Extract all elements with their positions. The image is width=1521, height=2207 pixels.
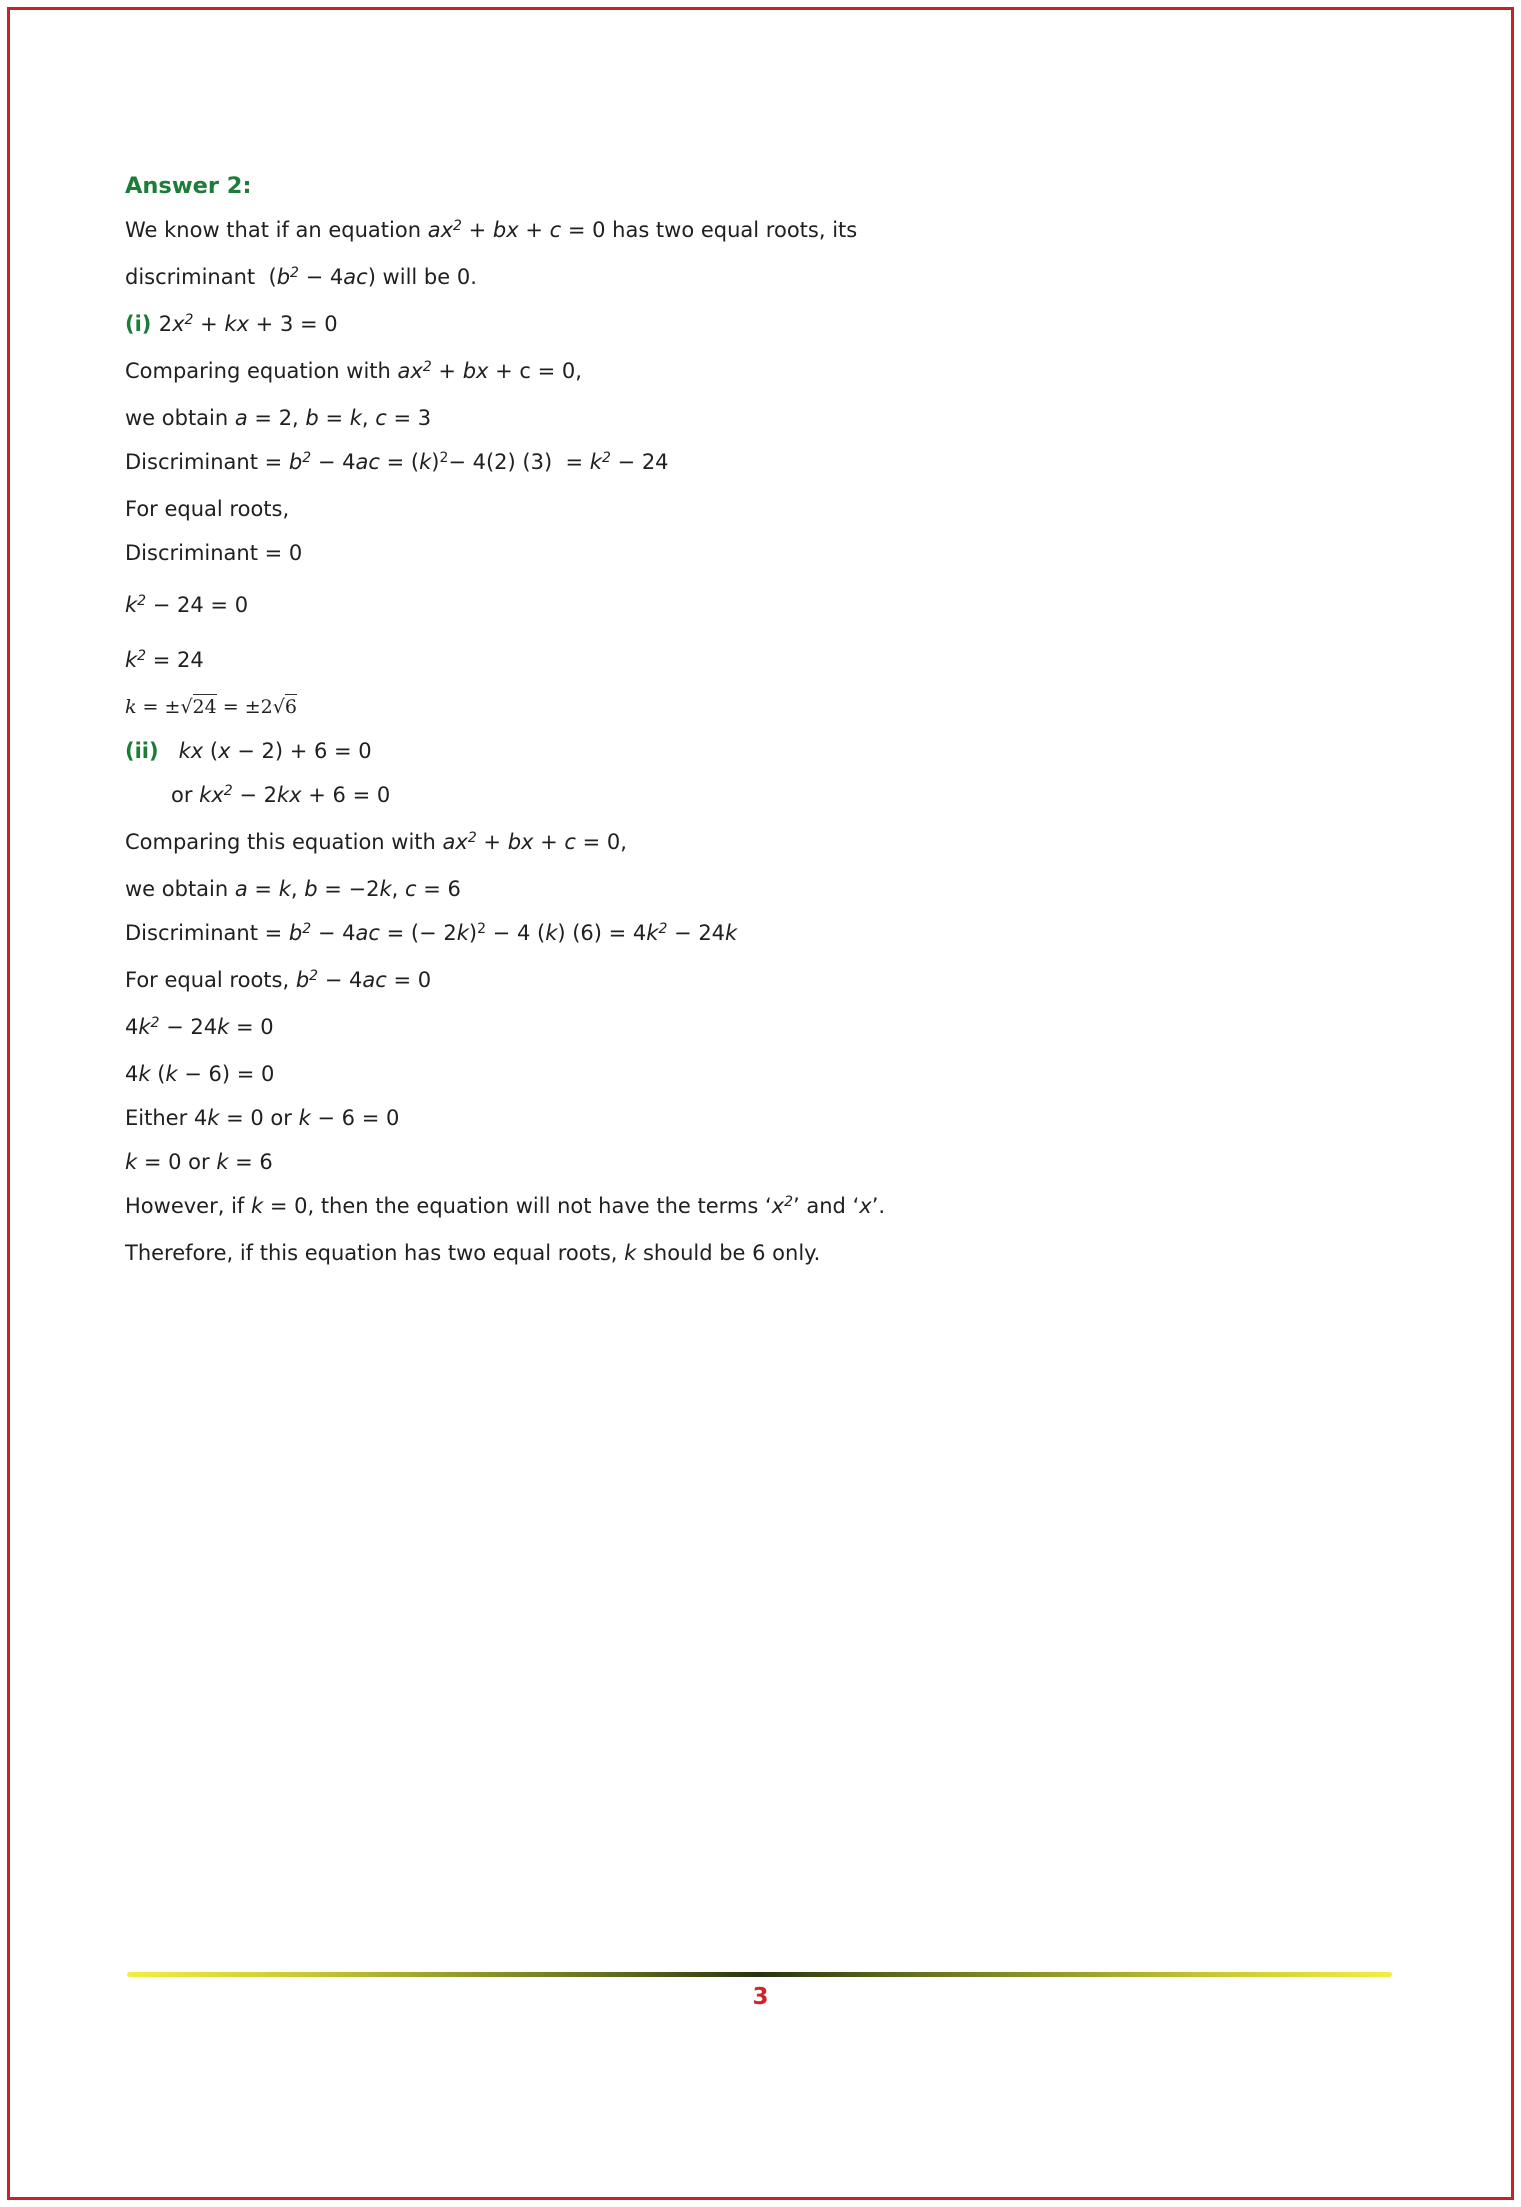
text-segment: k [125, 593, 138, 617]
text-segment: = 0 or [219, 1106, 299, 1130]
text-segment: k [419, 450, 432, 474]
text-segment: 2 [422, 359, 432, 375]
equation-line [125, 638, 997, 685]
text-segment: = 2, [247, 406, 306, 430]
text-segment: + [193, 312, 225, 336]
text-segment: k [125, 696, 137, 718]
equation-line [125, 1052, 997, 1096]
text-segment: − 6 = 0 [310, 1106, 400, 1130]
text-segment: − 2 [232, 783, 277, 807]
text-segment: = 0, then the equation will not have the terms ‘ [263, 1194, 772, 1218]
text-segment: ac [355, 450, 380, 474]
text-segment: 2 [223, 783, 233, 799]
text-segment: k [589, 450, 602, 474]
text-segment: ax [397, 359, 423, 383]
text-segment: − 24 [610, 450, 669, 474]
text-segment: k [216, 1150, 229, 1174]
text-segment: 2 [467, 830, 477, 846]
text-segment: = 6 [416, 877, 461, 901]
text-segment [159, 739, 179, 763]
solution-lines [125, 208, 997, 1275]
text-segment: − 4(2) (3) = [448, 450, 590, 474]
equation-line [125, 773, 997, 820]
text-segment: = 0, [575, 830, 627, 854]
text-segment: For equal roots, [125, 497, 290, 521]
text-segment: k [298, 1106, 311, 1130]
text-segment: or [171, 783, 200, 807]
text-segment: , [391, 877, 406, 901]
text-line [125, 958, 997, 1005]
text-segment: 2 [290, 265, 299, 281]
text-segment: b [304, 877, 318, 901]
text-segment: k [456, 921, 469, 945]
text-segment: 2 [158, 312, 173, 336]
part-ii-equation [125, 729, 997, 773]
text-segment: b [288, 921, 303, 945]
text-segment: + 3 = 0 [249, 312, 338, 336]
text-segment: = 0 or [137, 1150, 217, 1174]
text-segment: k [646, 921, 659, 945]
text-segment: c [564, 830, 576, 854]
text-segment: 2 [184, 312, 194, 328]
conclusion-paragraph [125, 1184, 997, 1231]
discriminant-line [125, 911, 997, 958]
text-segment: , [361, 406, 376, 430]
text-segment: a [234, 877, 248, 901]
text-segment: = 0 has two equal roots, its [561, 218, 864, 242]
text-segment: 2 [302, 450, 312, 466]
text-segment: 2 [601, 450, 611, 466]
text-segment: ) (6) = 4 [557, 921, 647, 945]
text-segment: we obtain [125, 877, 235, 901]
text-segment: k [138, 1015, 151, 1039]
text-segment: ac [362, 968, 387, 992]
text-segment: = [247, 877, 279, 901]
text-segment: k [250, 1194, 264, 1218]
text-segment: ( [150, 1062, 166, 1086]
text-segment: Therefore, if this equation has two equal roots, [125, 1241, 625, 1265]
text-segment: 2 [309, 968, 319, 984]
intro-paragraph [125, 208, 997, 302]
text-segment: − 4 [318, 968, 363, 992]
text-segment: Discriminant = 0 [125, 541, 303, 565]
text-segment: ’ and ‘ [793, 1194, 860, 1218]
text-segment: + [461, 218, 493, 242]
text-segment: bx [462, 359, 489, 383]
text-segment: b [276, 265, 291, 289]
text-segment: + [431, 359, 463, 383]
text-segment: b [305, 406, 319, 430]
text-segment: c [375, 406, 387, 430]
text-segment: ax [442, 830, 468, 854]
footer-divider-line [127, 1972, 1392, 1977]
text-segment: x [172, 312, 185, 336]
text-line [125, 1140, 997, 1184]
text-segment: 2 [477, 921, 486, 937]
text-segment: bx [507, 830, 534, 854]
text-line [125, 487, 997, 531]
text-segment: k [207, 1106, 220, 1130]
text-segment: 2 [658, 921, 668, 937]
text-segment: − 4 [298, 265, 344, 289]
text-segment: = ± [136, 696, 181, 718]
text-segment: = 24 [146, 648, 204, 672]
text-segment: k [165, 1062, 178, 1086]
discriminant-line [125, 440, 997, 487]
text-segment: should be 6 only. [636, 1241, 821, 1265]
text-segment: √ [272, 696, 285, 718]
text-segment: kx [224, 312, 249, 336]
text-segment: we obtain [125, 406, 235, 430]
text-segment: However, if [125, 1194, 251, 1218]
text-segment: x [859, 1194, 872, 1218]
page-number: 3 [752, 1984, 769, 2010]
text-segment: = ±2 [216, 696, 273, 718]
text-segment: discriminant ( [125, 265, 277, 289]
text-segment: − 4 ( [486, 921, 546, 945]
math-result-line [125, 685, 997, 729]
text-segment: b [288, 450, 303, 474]
text-segment: k [138, 1062, 151, 1086]
text-segment: x [771, 1194, 785, 1218]
text-line [125, 531, 997, 575]
answer-heading: Answer 2: [125, 173, 252, 199]
obtain-line [125, 396, 997, 440]
text-segment: ( [203, 739, 219, 763]
text-segment: k [379, 877, 392, 901]
conclusion-paragraph [125, 1231, 997, 1275]
text-segment: 4 [125, 1015, 139, 1039]
text-segment: + [518, 218, 550, 242]
text-segment: ax [427, 218, 454, 242]
text-segment: = 6 [228, 1150, 273, 1174]
text-segment: = −2 [317, 877, 380, 901]
text-segment: Comparing equation with [125, 359, 398, 383]
text-segment: + c = 0, [488, 359, 582, 383]
text-segment: ac [343, 265, 368, 289]
text-segment: − 4 [311, 450, 356, 474]
text-segment: − 24 = 0 [146, 593, 249, 617]
text-segment: k [278, 877, 291, 901]
text-segment: − 2) + 6 = 0 [230, 739, 372, 763]
text-segment: k [545, 921, 558, 945]
text-segment: a [234, 406, 248, 430]
text-segment: Discriminant = [125, 921, 289, 945]
text-segment: Either 4 [125, 1106, 208, 1130]
text-segment: 2 [137, 593, 147, 609]
text-segment: ) [468, 921, 478, 945]
text-segment: = [318, 406, 350, 430]
equation-line [125, 583, 997, 630]
text-segment: = (− 2 [379, 921, 457, 945]
text-segment: 6 [284, 696, 297, 718]
text-segment: Discriminant = [125, 450, 289, 474]
part-i-equation [125, 302, 997, 349]
text-segment: − 6) = 0 [177, 1062, 275, 1086]
text-segment: − 24 [159, 1015, 218, 1039]
text-segment: + [533, 830, 565, 854]
text-segment: 2 [453, 218, 462, 234]
text-segment: k [725, 921, 738, 945]
text-segment: We know that if an equation [125, 218, 428, 242]
text-segment: (ii) [125, 739, 159, 763]
text-segment: kx [199, 783, 224, 807]
text-segment: b [295, 968, 310, 992]
text-segment: 2 [137, 648, 147, 664]
text-segment: For equal roots, [125, 968, 296, 992]
comparing-line [125, 820, 997, 867]
text-segment: k [217, 1015, 230, 1039]
text-segment: bx [492, 218, 519, 242]
text-segment: + 6 = 0 [301, 783, 391, 807]
text-segment: ’. [871, 1194, 886, 1218]
text-segment: c [405, 877, 417, 901]
text-segment: k [125, 648, 138, 672]
text-segment: Comparing this equation with [125, 830, 443, 854]
equation-line [125, 1005, 997, 1052]
text-line [125, 1096, 997, 1140]
text-segment: c [549, 218, 562, 242]
text-segment: kx [277, 783, 302, 807]
text-segment: k [125, 1150, 138, 1174]
text-segment: 4 [125, 1062, 139, 1086]
text-segment: = 0 [229, 1015, 274, 1039]
text-segment: ) will be 0. [367, 265, 477, 289]
text-segment: ac [355, 921, 380, 945]
text-segment: ) [431, 450, 440, 474]
text-segment: , [290, 877, 305, 901]
text-segment: = 3 [386, 406, 432, 430]
answer-content [125, 164, 997, 1275]
text-segment: 2 [439, 450, 449, 466]
text-segment: = 0 [386, 968, 432, 992]
obtain-line [125, 867, 997, 911]
comparing-line [125, 349, 997, 396]
text-segment: kx [178, 739, 204, 763]
text-segment: k [349, 406, 362, 430]
text-segment: + [476, 830, 508, 854]
text-segment: x [218, 739, 231, 763]
text-segment: − 4 [311, 921, 356, 945]
text-segment: 2 [784, 1194, 794, 1210]
text-segment: k [624, 1241, 637, 1265]
text-segment: √ [180, 696, 193, 718]
text-segment: − 24 [667, 921, 726, 945]
text-segment: = ( [379, 450, 420, 474]
text-segment: 24 [192, 696, 217, 718]
text-segment: (i) [125, 312, 159, 336]
text-segment: 2 [302, 921, 312, 937]
text-segment: 2 [150, 1015, 160, 1031]
